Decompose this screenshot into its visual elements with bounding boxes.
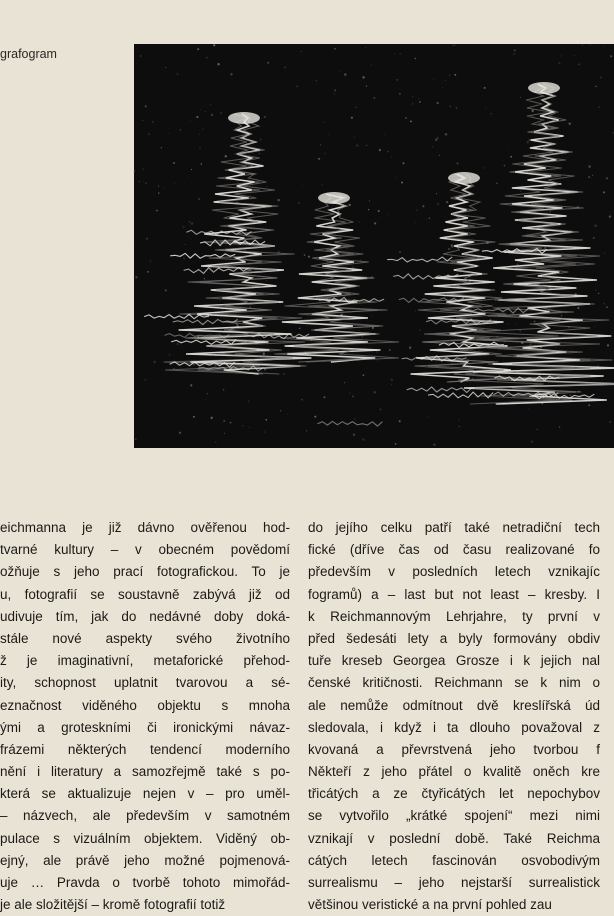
text-line: tuře kreseb Georgea Grosze i k jejich nal <box>308 650 600 672</box>
text-line: udivuje tím, jak do nedávné doby doká- <box>0 606 290 628</box>
text-line: eznačnost viděného objektu s mnoha <box>0 695 290 717</box>
text-line: ejný, ale právě jeho možné pojmenová- <box>0 850 290 872</box>
text-line: nění i literatury a samozřejmě také s po- <box>0 761 290 783</box>
text-line: především v posledních letech vznikajíc <box>308 561 600 583</box>
text-line: – názvech, ale především v samotném <box>0 805 290 827</box>
text-line: surrealismu – jeho nejstarší surrealistick <box>308 872 600 894</box>
text-line: čenské kritičnosti. Reichmann se k nim o <box>308 672 600 694</box>
text-line: fogramů) a – last but not least – kresby. I <box>308 584 600 606</box>
text-line: se vytvořilo „krátké spojení“ mezi nimi <box>308 805 600 827</box>
text-line: do jejího celku patří také netradiční tech <box>308 517 600 539</box>
text-line: je ale složitější – kromě fotografií totiž <box>0 894 290 916</box>
text-line: k Reichmannovým Lehrjahre, ty první v <box>308 606 600 628</box>
text-line: ity, schopnost uplatnit tvarovou a sé- <box>0 672 290 694</box>
text-line: ž je imaginativní, metaforické přehod- <box>0 650 290 672</box>
text-line: pulace s vizuálním objektem. Viděný ob- <box>0 828 290 850</box>
text-line: ale nemůže odmítnout dvě kreslířská úd <box>308 695 600 717</box>
text-line: která se aktualizuje nejen v – pro uměl- <box>0 783 290 805</box>
text-line: sledovala, i když i ta dlouho považoval z <box>308 717 600 739</box>
text-line: kvovaná a převrstvená jeho tvorbou f <box>308 739 600 761</box>
text-line: před šedesáti lety a byly formovány obdiv <box>308 628 600 650</box>
text-line: vznikají v poslední době. Také Reichma <box>308 828 600 850</box>
grafogram-photo-icon <box>134 44 614 448</box>
text-line: tvarné kultury – v obecném povědomí <box>0 539 290 561</box>
article-column-right <box>308 517 600 916</box>
text-line: Někteří z jeho přátel o kvalitě oněch kre <box>308 761 600 783</box>
text-line: u, fotografií se soustavně zabývá již od <box>0 584 290 606</box>
text-line: stále nové aspekty svého životního <box>0 628 290 650</box>
article-column-left <box>0 517 290 916</box>
text-line: třicátých a ze čtyřicátých let nepochybov <box>308 783 600 805</box>
text-line: většinou veristické a na první pohled zau <box>308 894 600 916</box>
grafogram-photo <box>134 44 614 448</box>
text-line: ými a groteskními či ironickými návaz- <box>0 717 290 739</box>
photo-caption: grafogram <box>0 46 130 62</box>
text-line: cátých letech fascinován osvobodivým <box>308 850 600 872</box>
text-line: ožňuje s jeho prací fotografickou. To je <box>0 561 290 583</box>
text-line: uje … Pravda o tvorbě tohoto mimořád- <box>0 872 290 894</box>
text-line: frázemi některých tendencí moderního <box>0 739 290 761</box>
text-line: fické (dříve čas od času realizované fo <box>308 539 600 561</box>
text-line: eichmanna je již dávno ověřenou hod- <box>0 517 290 539</box>
